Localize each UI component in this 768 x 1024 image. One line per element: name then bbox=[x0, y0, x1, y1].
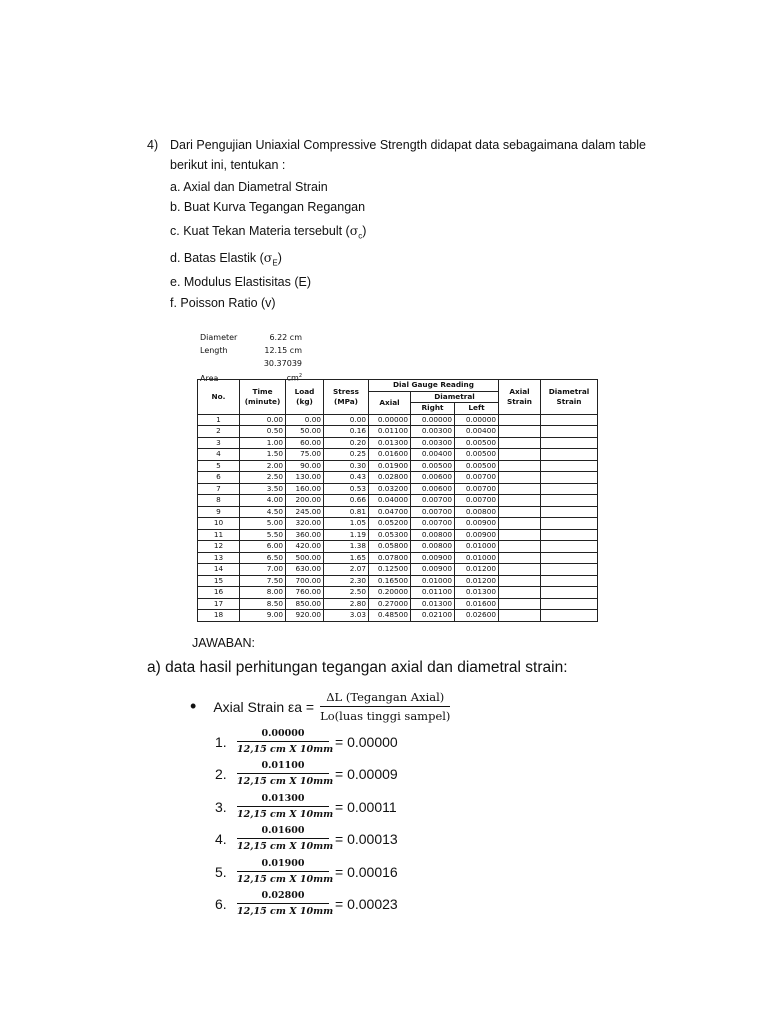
cell-load: 50.00 bbox=[286, 426, 324, 438]
cell-axial: 0.12500 bbox=[369, 564, 411, 576]
cell-left: 0.00500 bbox=[455, 437, 499, 449]
table-row bbox=[198, 587, 598, 599]
calc-item bbox=[215, 793, 397, 820]
calc-fraction bbox=[237, 793, 334, 820]
cell-stress: 0.20 bbox=[324, 437, 369, 449]
cell-left: 0.00400 bbox=[455, 426, 499, 438]
calc-denominator: 12,15 cm X 10mm bbox=[237, 773, 329, 787]
specimen-info bbox=[200, 331, 302, 385]
calc-fraction bbox=[237, 858, 334, 885]
formula-label: Axial Strain εa = bbox=[213, 698, 315, 715]
cell-axial: 0.27000 bbox=[369, 598, 411, 610]
cell-axial: 0.05200 bbox=[369, 518, 411, 530]
cell-axial-strain bbox=[499, 414, 541, 426]
cell-axial: 0.04000 bbox=[369, 495, 411, 507]
cell-axial-strain bbox=[499, 472, 541, 484]
cell-time: 5.00 bbox=[240, 518, 286, 530]
cell-stress: 0.16 bbox=[324, 426, 369, 438]
header-axial-strain-label: Axial bbox=[509, 386, 530, 396]
cell-load: 60.00 bbox=[286, 437, 324, 449]
header-no: No. bbox=[198, 380, 240, 415]
cell-no: 10 bbox=[198, 518, 240, 530]
header-diametral-strain-label: Diametral bbox=[548, 386, 590, 396]
cell-left: 0.01200 bbox=[455, 564, 499, 576]
cell-no: 4 bbox=[198, 449, 240, 461]
table-row bbox=[198, 506, 598, 518]
header-load-unit: (kg) bbox=[296, 396, 313, 406]
area-label: Area bbox=[200, 373, 219, 383]
question-intro-line2: berikut ini, tentukan : bbox=[170, 158, 286, 172]
cell-axial-strain bbox=[499, 587, 541, 599]
header-dial-gauge: Dial Gauge Reading bbox=[369, 380, 499, 392]
cell-time: 4.50 bbox=[240, 506, 286, 518]
table-row bbox=[198, 598, 598, 610]
cell-no: 12 bbox=[198, 541, 240, 553]
cell-diametral-strain bbox=[541, 460, 598, 472]
cell-time: 7.00 bbox=[240, 564, 286, 576]
bullet-icon: • bbox=[190, 696, 197, 716]
calc-result: = 0.00009 bbox=[335, 765, 398, 782]
cell-right: 0.01000 bbox=[411, 575, 455, 587]
calc-numerator: 0.01100 bbox=[261, 760, 305, 771]
cell-right: 0.00900 bbox=[411, 552, 455, 564]
cell-load: 200.00 bbox=[286, 495, 324, 507]
cell-time: 2.50 bbox=[240, 472, 286, 484]
cell-diametral-strain bbox=[541, 483, 598, 495]
table-row bbox=[198, 610, 598, 622]
table-row bbox=[198, 460, 598, 472]
cell-diametral-strain bbox=[541, 506, 598, 518]
sigma-subscript: E bbox=[272, 258, 278, 268]
cell-right: 0.02100 bbox=[411, 610, 455, 622]
cell-left: 0.00700 bbox=[455, 472, 499, 484]
cell-axial: 0.16500 bbox=[369, 575, 411, 587]
calc-denominator: 12,15 cm X 10mm bbox=[237, 741, 329, 755]
calc-number: 1. bbox=[215, 733, 227, 750]
question-item-a: a. Axial dan Diametral Strain bbox=[170, 180, 328, 194]
length-label: Length bbox=[200, 346, 228, 355]
calc-result: = 0.00016 bbox=[335, 863, 398, 880]
cell-load: 500.00 bbox=[286, 552, 324, 564]
header-load bbox=[286, 380, 324, 415]
cell-time: 5.50 bbox=[240, 529, 286, 541]
cell-left: 0.00700 bbox=[455, 483, 499, 495]
cell-axial: 0.05800 bbox=[369, 541, 411, 553]
cell-right: 0.00300 bbox=[411, 437, 455, 449]
question-item-b: b. Buat Kurva Tegangan Regangan bbox=[170, 200, 366, 214]
cell-axial: 0.01600 bbox=[369, 449, 411, 461]
diameter-value: 6.22 cm bbox=[269, 333, 302, 342]
cell-axial: 0.20000 bbox=[369, 587, 411, 599]
cell-load: 700.00 bbox=[286, 575, 324, 587]
cell-diametral-strain bbox=[541, 541, 598, 553]
calc-result: = 0.00023 bbox=[335, 895, 398, 912]
cell-load: 920.00 bbox=[286, 610, 324, 622]
cell-stress: 0.25 bbox=[324, 449, 369, 461]
cell-no: 8 bbox=[198, 495, 240, 507]
cell-load: 850.00 bbox=[286, 598, 324, 610]
cell-load: 630.00 bbox=[286, 564, 324, 576]
diameter-label: Diameter bbox=[200, 333, 238, 342]
cell-load: 0.00 bbox=[286, 414, 324, 426]
header-time-label: Time bbox=[252, 386, 273, 396]
cell-no: 9 bbox=[198, 506, 240, 518]
cell-load: 360.00 bbox=[286, 529, 324, 541]
cell-axial: 0.02800 bbox=[369, 472, 411, 484]
table-row bbox=[198, 449, 598, 461]
calc-numerator: 0.02800 bbox=[261, 890, 305, 901]
table-row bbox=[198, 472, 598, 484]
cell-axial-strain bbox=[499, 518, 541, 530]
cell-no: 7 bbox=[198, 483, 240, 495]
cell-axial-strain bbox=[499, 506, 541, 518]
calc-result: = 0.00000 bbox=[335, 733, 398, 750]
cell-no: 3 bbox=[198, 437, 240, 449]
cell-axial-strain bbox=[499, 483, 541, 495]
item-c-text: c. Kuat Tekan Materia tersebult ( bbox=[170, 224, 350, 238]
header-axial-strain-label2: Strain bbox=[507, 396, 532, 406]
cell-right: 0.00000 bbox=[411, 414, 455, 426]
cell-axial: 0.03200 bbox=[369, 483, 411, 495]
cell-stress: 0.30 bbox=[324, 460, 369, 472]
cell-time: 2.00 bbox=[240, 460, 286, 472]
cell-axial: 0.01100 bbox=[369, 426, 411, 438]
calc-fraction bbox=[237, 890, 334, 917]
cell-axial-strain bbox=[499, 449, 541, 461]
answer-heading: JAWABAN: bbox=[192, 636, 255, 650]
cell-right: 0.00700 bbox=[411, 506, 455, 518]
cell-axial-strain bbox=[499, 495, 541, 507]
cell-no: 17 bbox=[198, 598, 240, 610]
cell-stress: 2.30 bbox=[324, 575, 369, 587]
cell-diametral-strain bbox=[541, 587, 598, 599]
cell-diametral-strain bbox=[541, 414, 598, 426]
item-d-end: ) bbox=[277, 251, 282, 265]
axial-strain-formula bbox=[190, 690, 450, 723]
cell-time: 1.00 bbox=[240, 437, 286, 449]
cell-time: 3.50 bbox=[240, 483, 286, 495]
calc-denominator: 12,15 cm X 10mm bbox=[237, 871, 329, 885]
cell-right: 0.00800 bbox=[411, 529, 455, 541]
cell-diametral-strain bbox=[541, 495, 598, 507]
cell-axial: 0.00000 bbox=[369, 414, 411, 426]
table-row bbox=[198, 518, 598, 530]
calc-number: 2. bbox=[215, 765, 227, 782]
cell-diametral-strain bbox=[541, 426, 598, 438]
sigma-symbol: σ bbox=[263, 250, 273, 265]
header-diametral-strain-label2: Strain bbox=[556, 396, 582, 406]
cell-left: 0.01300 bbox=[455, 587, 499, 599]
cell-left: 0.00900 bbox=[455, 529, 499, 541]
cell-load: 130.00 bbox=[286, 472, 324, 484]
cell-diametral-strain bbox=[541, 472, 598, 484]
cell-time: 8.00 bbox=[240, 587, 286, 599]
calc-numerator: 0.01300 bbox=[261, 793, 305, 804]
cell-left: 0.00700 bbox=[455, 495, 499, 507]
cell-right: 0.00600 bbox=[411, 483, 455, 495]
cell-axial: 0.01300 bbox=[369, 437, 411, 449]
cell-axial-strain bbox=[499, 564, 541, 576]
cell-left: 0.01200 bbox=[455, 575, 499, 587]
cell-stress: 0.81 bbox=[324, 506, 369, 518]
calc-item bbox=[215, 760, 398, 787]
data-table bbox=[197, 379, 598, 622]
cell-time: 1.50 bbox=[240, 449, 286, 461]
cell-axial: 0.04700 bbox=[369, 506, 411, 518]
cell-time: 8.50 bbox=[240, 598, 286, 610]
calc-fraction bbox=[237, 760, 334, 787]
cell-load: 90.00 bbox=[286, 460, 324, 472]
area-exponent: 2 bbox=[298, 373, 302, 379]
cell-axial-strain bbox=[499, 575, 541, 587]
cell-axial: 0.01900 bbox=[369, 460, 411, 472]
cell-diametral-strain bbox=[541, 529, 598, 541]
cell-time: 0.00 bbox=[240, 414, 286, 426]
cell-right: 0.00600 bbox=[411, 472, 455, 484]
cell-left: 0.00900 bbox=[455, 518, 499, 530]
item-c-end: ) bbox=[362, 224, 367, 238]
cell-stress: 1.65 bbox=[324, 552, 369, 564]
table-row bbox=[198, 575, 598, 587]
cell-no: 2 bbox=[198, 426, 240, 438]
calc-numerator: 0.01600 bbox=[261, 825, 305, 836]
cell-time: 9.00 bbox=[240, 610, 286, 622]
table-row bbox=[198, 414, 598, 426]
cell-axial-strain bbox=[499, 610, 541, 622]
calc-number: 4. bbox=[215, 830, 227, 847]
cell-left: 0.01000 bbox=[455, 552, 499, 564]
cell-no: 13 bbox=[198, 552, 240, 564]
cell-diametral-strain bbox=[541, 552, 598, 564]
question-item-e: e. Modulus Elastisitas (E) bbox=[170, 275, 312, 289]
cell-time: 7.50 bbox=[240, 575, 286, 587]
cell-time: 0.50 bbox=[240, 426, 286, 438]
sigma-symbol: σ bbox=[349, 223, 359, 238]
cell-stress: 3.03 bbox=[324, 610, 369, 622]
cell-axial-strain bbox=[499, 598, 541, 610]
table-row bbox=[198, 483, 598, 495]
question-intro-line1: Dari Pengujian Uniaxial Compressive Strength didapat data sebagaimana dalam table bbox=[170, 138, 646, 152]
cell-left: 0.00800 bbox=[455, 506, 499, 518]
header-time-unit: (minute) bbox=[244, 396, 281, 406]
cell-right: 0.00500 bbox=[411, 460, 455, 472]
cell-stress: 0.00 bbox=[324, 414, 369, 426]
cell-stress: 1.19 bbox=[324, 529, 369, 541]
header-left: Left bbox=[455, 403, 499, 415]
cell-left: 0.00500 bbox=[455, 460, 499, 472]
cell-diametral-strain bbox=[541, 575, 598, 587]
area-number: 30.37039 cm bbox=[263, 359, 302, 383]
calc-numerator: 0.00000 bbox=[261, 728, 305, 739]
table-body bbox=[198, 414, 598, 621]
cell-right: 0.01100 bbox=[411, 587, 455, 599]
sigma-subscript: c bbox=[358, 231, 363, 241]
calc-result: = 0.00013 bbox=[335, 830, 398, 847]
calc-number: 5. bbox=[215, 863, 227, 880]
cell-stress: 0.53 bbox=[324, 483, 369, 495]
question-item-f: f. Poisson Ratio (v) bbox=[170, 296, 276, 310]
calc-number: 6. bbox=[215, 895, 227, 912]
cell-axial-strain bbox=[499, 437, 541, 449]
cell-time: 6.00 bbox=[240, 541, 286, 553]
table-row bbox=[198, 541, 598, 553]
cell-stress: 1.05 bbox=[324, 518, 369, 530]
cell-load: 760.00 bbox=[286, 587, 324, 599]
cell-left: 0.02600 bbox=[455, 610, 499, 622]
cell-stress: 2.50 bbox=[324, 587, 369, 599]
cell-stress: 1.38 bbox=[324, 541, 369, 553]
cell-time: 6.50 bbox=[240, 552, 286, 564]
cell-right: 0.01300 bbox=[411, 598, 455, 610]
header-time bbox=[240, 380, 286, 415]
cell-left: 0.01600 bbox=[455, 598, 499, 610]
header-axial: Axial bbox=[369, 391, 411, 414]
answer-section-a: a) data hasil perhitungan tegangan axial dan diametral strain: bbox=[147, 659, 568, 676]
header-stress-unit: (MPa) bbox=[333, 396, 358, 406]
header-right: Right bbox=[411, 403, 455, 415]
cell-left: 0.00500 bbox=[455, 449, 499, 461]
cell-no: 5 bbox=[198, 460, 240, 472]
cell-right: 0.00300 bbox=[411, 426, 455, 438]
header-stress bbox=[324, 380, 369, 415]
formula-numerator: ΔL (Tegangan Axial) bbox=[326, 690, 445, 704]
cell-stress: 0.66 bbox=[324, 495, 369, 507]
cell-diametral-strain bbox=[541, 449, 598, 461]
cell-diametral-strain bbox=[541, 598, 598, 610]
cell-axial-strain bbox=[499, 529, 541, 541]
cell-load: 75.00 bbox=[286, 449, 324, 461]
cell-right: 0.00700 bbox=[411, 518, 455, 530]
calc-item bbox=[215, 858, 398, 885]
header-axial-strain bbox=[499, 380, 541, 415]
cell-no: 1 bbox=[198, 414, 240, 426]
item-d-text: d. Batas Elastik ( bbox=[170, 251, 264, 265]
calc-denominator: 12,15 cm X 10mm bbox=[237, 838, 329, 852]
cell-no: 15 bbox=[198, 575, 240, 587]
cell-axial-strain bbox=[499, 460, 541, 472]
formula-fraction bbox=[320, 690, 450, 723]
cell-right: 0.00800 bbox=[411, 541, 455, 553]
cell-stress: 0.43 bbox=[324, 472, 369, 484]
formula-denominator: Lo(luas tinggi sampel) bbox=[320, 706, 450, 723]
header-load-label: Load bbox=[294, 386, 315, 396]
calc-denominator: 12,15 cm X 10mm bbox=[237, 806, 329, 820]
cell-right: 0.00400 bbox=[411, 449, 455, 461]
question-item-c bbox=[170, 225, 366, 241]
calc-item bbox=[215, 728, 398, 755]
cell-load: 245.00 bbox=[286, 506, 324, 518]
cell-diametral-strain bbox=[541, 518, 598, 530]
cell-axial-strain bbox=[499, 552, 541, 564]
cell-axial: 0.48500 bbox=[369, 610, 411, 622]
header-stress-label: Stress bbox=[333, 386, 359, 396]
calc-fraction bbox=[237, 825, 334, 852]
cell-left: 0.00000 bbox=[455, 414, 499, 426]
cell-diametral-strain bbox=[541, 437, 598, 449]
cell-time: 4.00 bbox=[240, 495, 286, 507]
cell-diametral-strain bbox=[541, 564, 598, 576]
table-row bbox=[198, 552, 598, 564]
cell-left: 0.01000 bbox=[455, 541, 499, 553]
cell-no: 14 bbox=[198, 564, 240, 576]
cell-stress: 2.07 bbox=[324, 564, 369, 576]
question-number: 4) bbox=[147, 138, 159, 152]
cell-right: 0.00900 bbox=[411, 564, 455, 576]
table-row bbox=[198, 495, 598, 507]
cell-no: 11 bbox=[198, 529, 240, 541]
calc-denominator: 12,15 cm X 10mm bbox=[237, 903, 329, 917]
calc-item bbox=[215, 890, 398, 917]
calc-item bbox=[215, 825, 398, 852]
calc-result: = 0.00011 bbox=[335, 798, 397, 815]
cell-right: 0.00700 bbox=[411, 495, 455, 507]
calc-numerator: 0.01900 bbox=[261, 858, 305, 869]
cell-axial-strain bbox=[499, 541, 541, 553]
cell-stress: 2.80 bbox=[324, 598, 369, 610]
cell-load: 420.00 bbox=[286, 541, 324, 553]
header-diametral: Diametral bbox=[411, 391, 499, 403]
cell-diametral-strain bbox=[541, 610, 598, 622]
cell-no: 18 bbox=[198, 610, 240, 622]
cell-axial: 0.05300 bbox=[369, 529, 411, 541]
cell-no: 6 bbox=[198, 472, 240, 484]
calc-fraction bbox=[237, 728, 334, 755]
header-diametral-strain bbox=[541, 380, 598, 415]
table-row bbox=[198, 426, 598, 438]
cell-axial: 0.07800 bbox=[369, 552, 411, 564]
cell-axial-strain bbox=[499, 426, 541, 438]
length-value: 12.15 cm bbox=[264, 346, 302, 355]
table-row bbox=[198, 437, 598, 449]
calc-number: 3. bbox=[215, 798, 227, 815]
cell-no: 16 bbox=[198, 587, 240, 599]
cell-load: 320.00 bbox=[286, 518, 324, 530]
question-item-d bbox=[170, 252, 282, 268]
table-row bbox=[198, 529, 598, 541]
table-row bbox=[198, 564, 598, 576]
cell-load: 160.00 bbox=[286, 483, 324, 495]
